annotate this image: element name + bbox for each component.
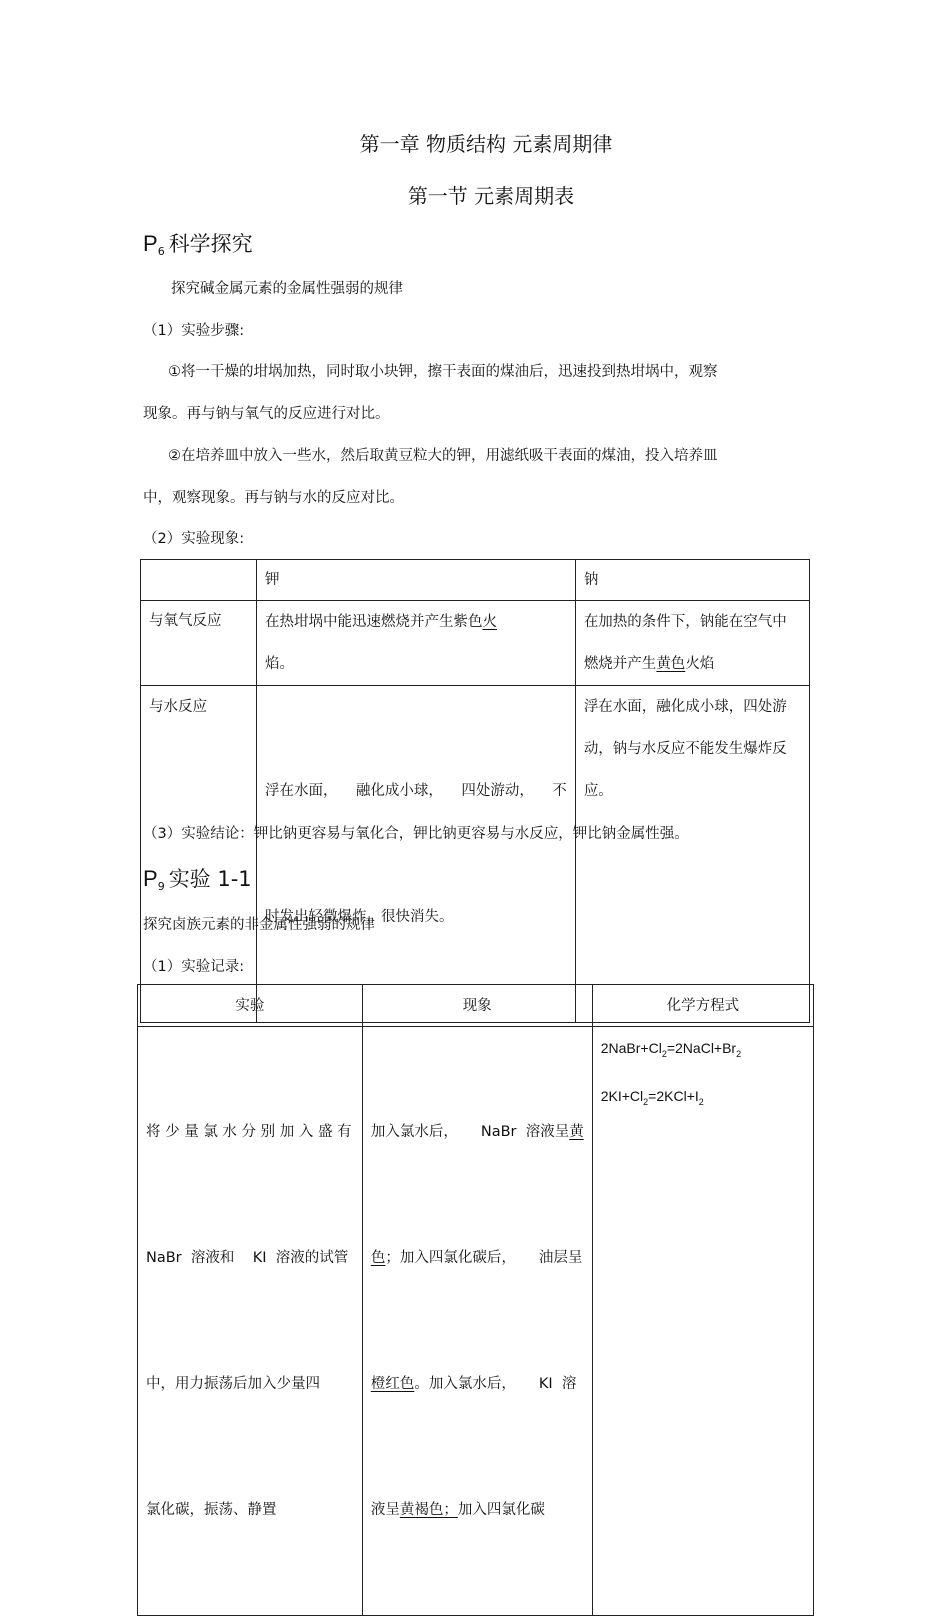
table-cell: 在热坩埚中能迅速燃烧并产生紫色火 焰。 xyxy=(257,601,576,686)
table-cell: 加入氯水后， NaBr 溶液呈黄 色；加入四氯化碳后， 油层呈 橙红色。加入氯水后， KI 溶 液呈黄褐色；加入四氯化碳 xyxy=(362,1027,592,1616)
page-letter: P xyxy=(143,231,158,256)
step2-line1: ②在培养皿中放入一些水，然后取黄豆粒大的钾，用滤纸吸干表面的煤油，投入培养皿 xyxy=(168,448,718,464)
equation-2: $2KI+Cl_2=2KCl+I_2$ xyxy=(600,1087,704,1107)
step-heading: （1）实验步骤: xyxy=(143,323,245,339)
section2-intro: 探究卤族元素的非金属性强弱的规律 xyxy=(143,917,375,933)
section2-heading xyxy=(143,863,252,893)
table-cell: 在加热的条件下，钠能在空气中 燃烧并产生黄色火焰 xyxy=(575,601,809,686)
section1-title: 科学探究 xyxy=(168,232,253,256)
table-cell: 实验 xyxy=(138,985,363,1027)
table-cell: 化学方程式 xyxy=(592,985,813,1027)
table-cell: 浮在水面，融化成小球，四处游 动，钠与水反应不能发生爆炸反 应。 xyxy=(575,686,809,1023)
step1-line2: 现象。再与钠与氧气的反应进行对比。 xyxy=(143,406,390,422)
section2-title: 实验 1-1 xyxy=(168,867,252,891)
section-title: 第一节 元素周期表 xyxy=(407,184,575,208)
step1-line1: ①将一干燥的坩埚加热，同时取小块钾，擦干表面的煤油后，迅速投到热坩埚中，观察 xyxy=(168,364,718,380)
halogen-table xyxy=(137,984,814,1616)
table-row xyxy=(138,1027,814,1616)
section1-intro: 探究碱金属元素的金属性强弱的规律 xyxy=(171,281,403,297)
table-row xyxy=(138,985,814,1027)
table-cell xyxy=(141,560,257,601)
table-cell xyxy=(592,1027,813,1616)
table-cell: 将 少 量 氯 水 分 别 加 入 盛 有 NaBr 溶液和 KI 溶液的试管 中，用力振荡后加入少量四 氯化碳，振荡、静置 xyxy=(138,1027,363,1616)
table-cell: 钾 xyxy=(257,560,576,601)
equation-1: $2NaBr+Cl_2=2NaCl+Br_2$ xyxy=(600,1040,742,1059)
table-row xyxy=(141,560,810,601)
table-cell: 钠 xyxy=(575,560,809,601)
phenomenon-heading: （2）实验现象: xyxy=(143,531,245,547)
page-letter: P xyxy=(143,866,158,891)
alkali-table xyxy=(140,559,810,1023)
table-row xyxy=(141,601,810,686)
page-number: 9 xyxy=(157,880,165,893)
table-cell: 与水反应 xyxy=(141,686,257,1023)
table-cell: 与氧气反应 xyxy=(141,601,257,686)
record-heading: （1）实验记录: xyxy=(143,959,245,975)
table-cell: 浮在水面， 融化成小球， 四处游动， 不 时发出轻微爆炸，很快消失。 xyxy=(257,686,576,1023)
step2-line2: 中，观察现象。再与钠与水的反应对比。 xyxy=(143,490,404,506)
chapter-title: 第一章 物质结构 元素周期律 xyxy=(359,132,613,156)
table-cell: 现象 xyxy=(362,985,592,1027)
page-number: 6 xyxy=(157,245,165,258)
section1-heading xyxy=(143,228,253,258)
conclusion: （3）实验结论：钾比钠更容易与氧化合，钾比钠更容易与水反应，钾比钠金属性强。 xyxy=(143,826,689,842)
